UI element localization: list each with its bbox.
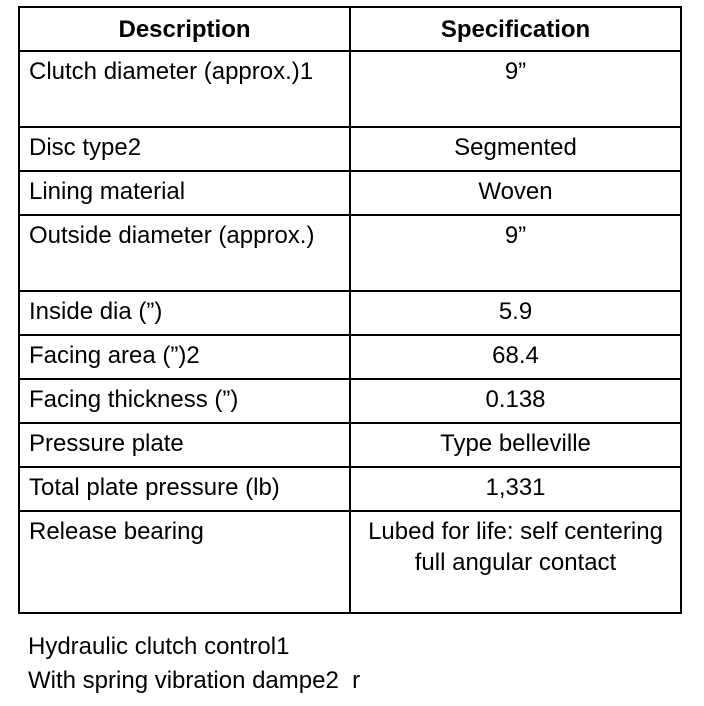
specification-table [18,6,682,614]
row-description: Facing area (”)2 [19,335,350,379]
row-specification: 9” [350,215,681,291]
row-specification: 5.9 [350,291,681,335]
row-description: Pressure plate [19,423,350,467]
table-row [19,467,681,511]
row-specification: 0.138 [350,379,681,423]
header-row [19,7,681,51]
row-description: Lining material [19,171,350,215]
table-row [19,511,681,613]
table-row [19,215,681,291]
footnote: Hydraulic clutch control1 [28,633,290,660]
footnote: With spring vibration dampe2 r [28,667,361,694]
table-row [19,423,681,467]
table-row [19,127,681,171]
row-specification: 9” [350,51,681,127]
table-row [19,171,681,215]
row-specification: Lubed for life: self centering full angular contact [350,511,681,613]
table-row [19,291,681,335]
row-specification: Woven [350,171,681,215]
header-specification: Specification [350,7,681,51]
footnotes [28,630,360,698]
row-description: Total plate pressure (lb) [19,467,350,511]
table-row [19,51,681,127]
row-description: Outside diameter (approx.) [19,215,350,291]
table-row [19,335,681,379]
row-description: Release bearing [19,511,350,613]
table-row [19,379,681,423]
row-description: Disc type2 [19,127,350,171]
header-description: Description [19,7,350,51]
row-specification: 1,331 [350,467,681,511]
row-specification: 68.4 [350,335,681,379]
row-description: Clutch diameter (approx.)1 [19,51,350,127]
row-specification: Type belleville [350,423,681,467]
row-specification: Segmented [350,127,681,171]
row-description: Facing thickness (”) [19,379,350,423]
row-description: Inside dia (”) [19,291,350,335]
